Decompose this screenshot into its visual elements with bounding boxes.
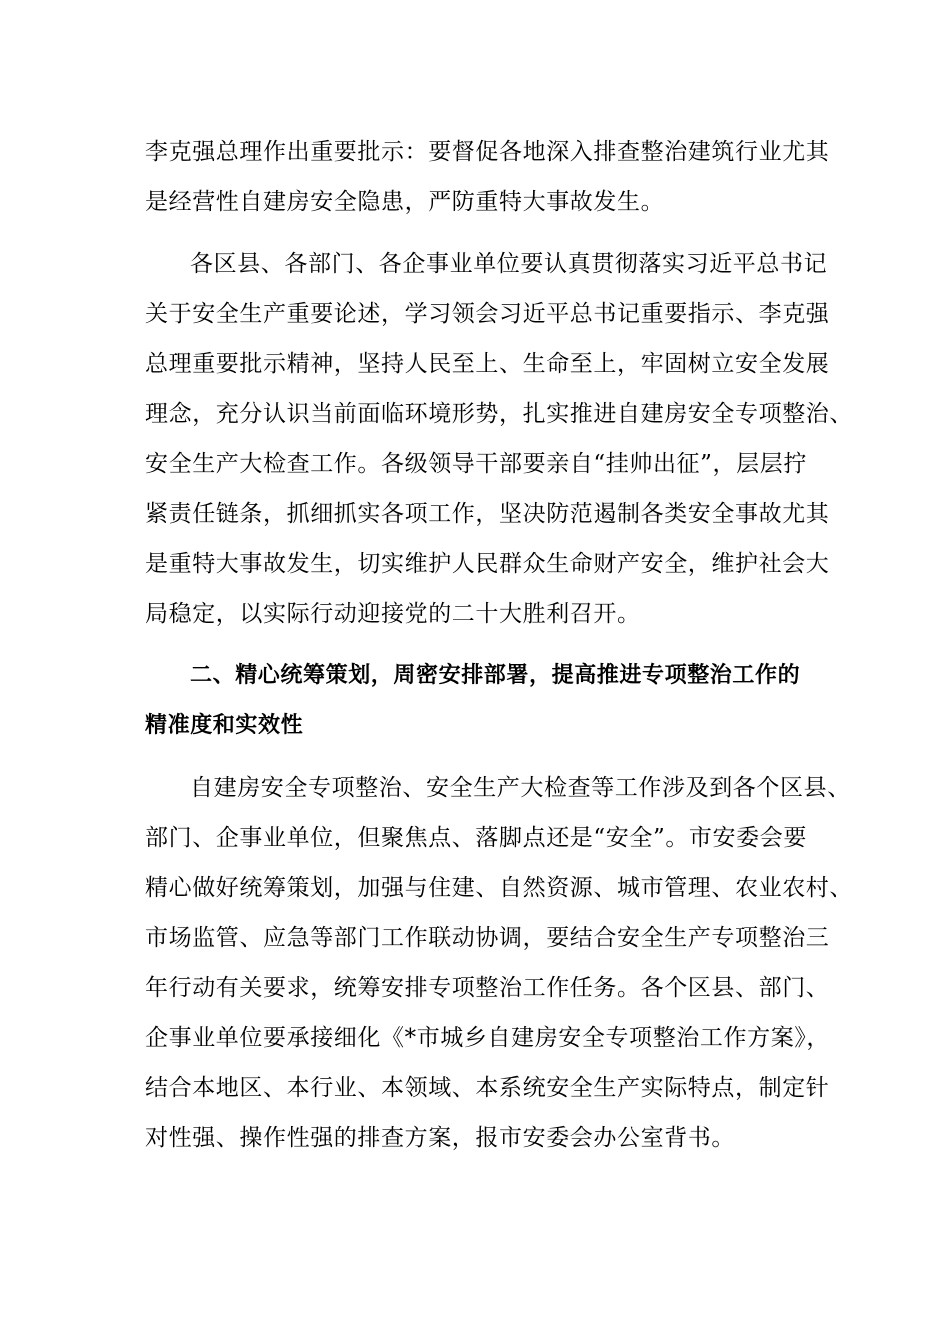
paragraph-line: 关于安全生产重要论述，学习领会习近平总书记重要指示、李克强 xyxy=(145,301,830,327)
paragraph-line: 安全生产大检查工作。各级领导干部要亲自“挂帅出征”，层层拧 xyxy=(145,451,807,477)
paragraph-line: 市场监管、应急等部门工作联动协调，要结合安全生产专项整治三 xyxy=(145,925,830,951)
paragraph-line: 对性强、操作性强的排查方案，报市安委会办公室背书。 xyxy=(145,1125,735,1151)
paragraph-line: 是重特大事故发生，切实维护人民群众生命财产安全，维护社会大 xyxy=(145,551,830,577)
paragraph-line: 李克强总理作出重要批示：要督促各地深入排查整治建筑行业尤其 xyxy=(145,139,830,165)
paragraph-line: 企事业单位要承接细化《*市城乡自建房安全专项整治工作方案》， xyxy=(145,1025,830,1051)
paragraph-line: 部门、企事业单位，但聚焦点、落脚点还是“安全”。市安委会要 xyxy=(145,825,807,851)
paragraph-line: 自建房安全专项整治、安全生产大检查等工作涉及到各个区县、 xyxy=(190,775,851,801)
section-heading: 精准度和实效性 xyxy=(145,713,304,738)
paragraph-line: 理念，充分认识当前面临环境形势，扎实推进自建房安全专项整治、 xyxy=(145,401,853,427)
paragraph-line: 总理重要批示精神，坚持人民至上、生命至上，牢固树立安全发展 xyxy=(145,351,830,377)
paragraph-line: 是经营性自建房安全隐患，严防重特大事故发生。 xyxy=(145,189,665,215)
paragraph-line: 紧责任链条，抓细抓实各项工作，坚决防范遏制各类安全事故尤其 xyxy=(145,501,830,527)
paragraph-line: 结合本地区、本行业、本领域、本系统安全生产实际特点，制定针 xyxy=(145,1075,830,1101)
paragraph-line: 局稳定，以实际行动迎接党的二十大胜利召开。 xyxy=(145,601,641,627)
paragraph-line: 年行动有关要求，统筹安排专项整治工作任务。各个区县、部门、 xyxy=(145,975,830,1001)
paragraph-line: 各区县、各部门、各企事业单位要认真贯彻落实习近平总书记 xyxy=(190,251,828,277)
section-heading: 二、精心统筹策划，周密安排部署，提高推进专项整治工作的 xyxy=(190,663,801,688)
paragraph-line: 精心做好统筹策划，加强与住建、自然资源、城市管理、农业农村、 xyxy=(145,875,853,901)
